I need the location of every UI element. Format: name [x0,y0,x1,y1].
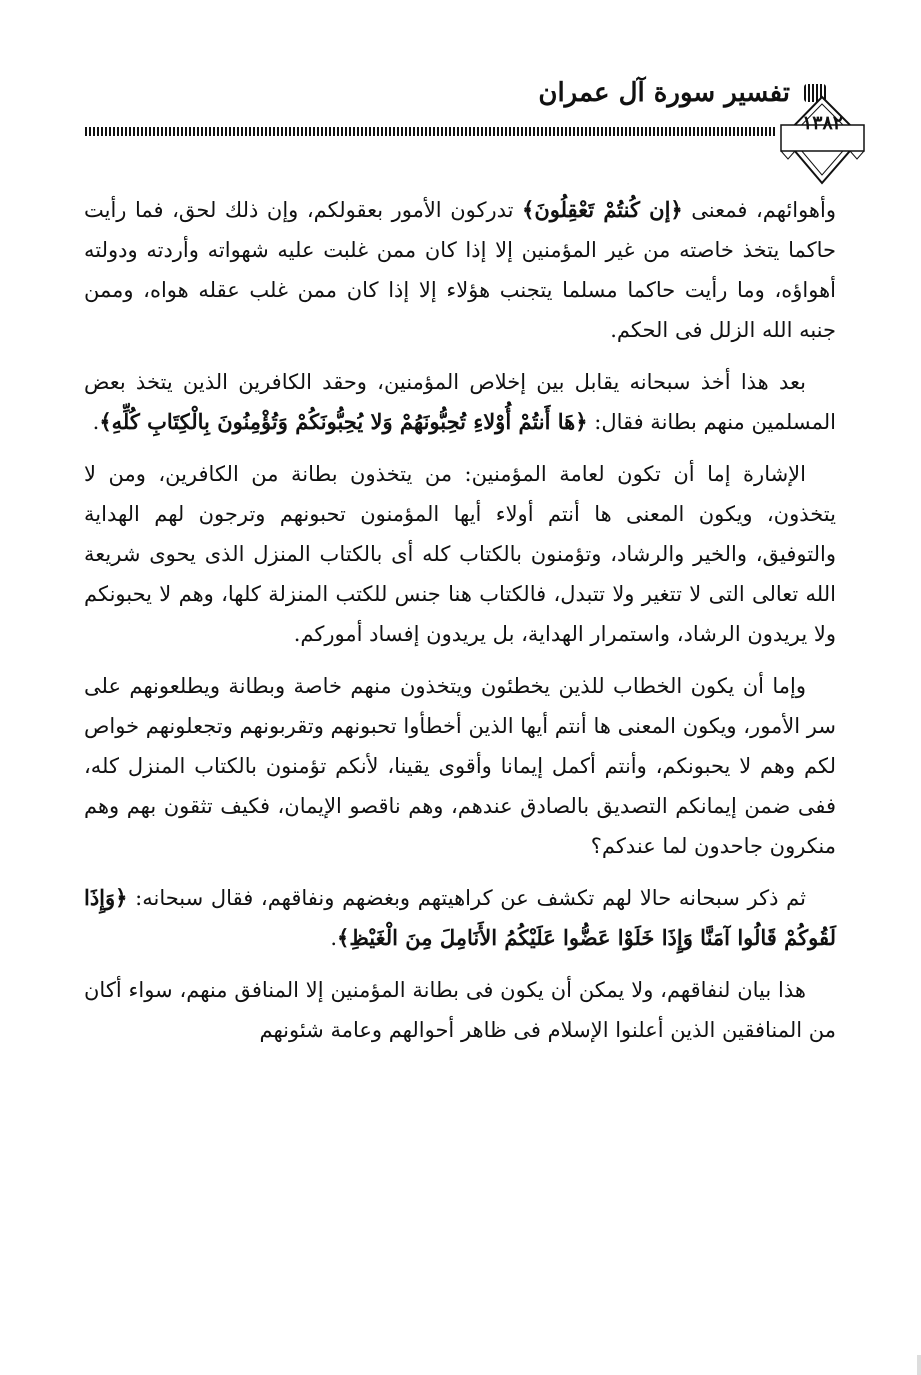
paragraph-text: ثم ذكر سبحانه حالا لهم تكشف عن كراهيتهم وبغضهم ونفاقهم، فقال سبحانه: [127,886,806,910]
quran-verse: ﴿هَا أَنتُمْ أُوْلاءِ تُحِبُّونَهُمْ وَلا يُحِبُّونَكُمْ وَتُؤْمِنُونَ بِالْكِتَابِ كُلِّهِ﴾ [99,409,588,434]
margin-mark [917,1355,921,1375]
paragraph [84,454,836,654]
paragraph-text: تدركون الأمور بعقولكم، وإن ذلك لحق، فما رأيت حاكما يتخذ خاصته من غير المؤمنين إلا إذا كان ممن غلبت عليه شهواته وأردته ودولته أهواؤه، وما رأيت حاكما مسلما يتجنب هؤلاء إلا إذا كان ممن غلب عقله هواه، وممن جنبه الله الزلل فى الحكم. [84,198,836,342]
paragraph-text: هذا بيان لنفاقهم، ولا يمكن أن يكون فى بطانة المؤمنين إلا المنافق منهم، سواء أكان من المنافقين الذين أعلنوا الإسلام فى ظاهر أحوالهم وعامة شئونهم [84,978,836,1042]
paragraph-text: الإشارة إما أن تكون لعامة المؤمنين: من يتخذون بطانة من الكافرين، ومن لا يتخذون، ويكون المعنى ها أنتم أولاء أيها المؤمنون تحبونهم وترجون لهم الهداية والتوفيق، والخير والرشاد، وتؤمنون بالكتاب كله أى بالكتاب المنزل الذى يحوى شريعة الله تعالى التى لا تتغير ولا تتبدل، فالكتاب هنا جنس للكتب المنزلة كلها، وهم لا يحبونكم ولا يريدون الرشاد، واستمرار الهداية، بل يريدون إفساد أموركم. [84,462,836,646]
header-rule [85,127,775,136]
page-number: ١٣٨٢ [802,112,843,134]
paragraph [84,666,836,866]
paragraph [84,190,836,350]
running-title: تفسير سورة آل عمران [538,78,790,108]
paragraph [84,878,836,958]
paragraph [84,362,836,442]
quran-verse: ﴿وَإِذَا لَقُوكُمْ قَالُوا آمَنَّا وَإِذَا خَلَوْا عَضُّوا عَلَيْكُمُ الأَنَامِلَ مِنَ الْغَيْظِ﴾ [84,885,836,950]
paragraph-text: وأهوائهم، فمعنى [682,198,836,222]
paragraph-text: بعد هذا أخذ سبحانه يقابل بين إخلاص المؤمنين، وحقد الكافرين الذين يتخذ بعض المسلمين منهم بطانة فقال: [84,370,836,434]
paragraph-text: . [330,926,338,950]
body-text [84,190,836,1062]
paragraph-text: . [92,410,100,434]
paragraph [84,970,836,1050]
paragraph-text: وإما أن يكون الخطاب للذين يخطئون ويتخذون منهم خاصة وبطانة ويطلعونهم على سر الأمور، ويكون المعنى ها أنتم أيها الذين أخطأوا تحبونهم وتقربونهم وتجعلونهم خواص لكم وهم لا يحبونكم، وأنتم أكمل إيمانا وأقوى يقينا، لأنكم تؤمنون بالكتاب المنزل كله، ففى ضمن إيمانكم التصديق بالصادق عندهم، وهم ناقصو الإيمان، فكيف تثقون بهم وهم منكرون جاحدون لما عندكم؟ [84,674,836,858]
quran-verse: ﴿إن كُنتُمْ تَعْقِلُونَ﴾ [522,197,683,222]
page-number-frame [780,95,865,185]
